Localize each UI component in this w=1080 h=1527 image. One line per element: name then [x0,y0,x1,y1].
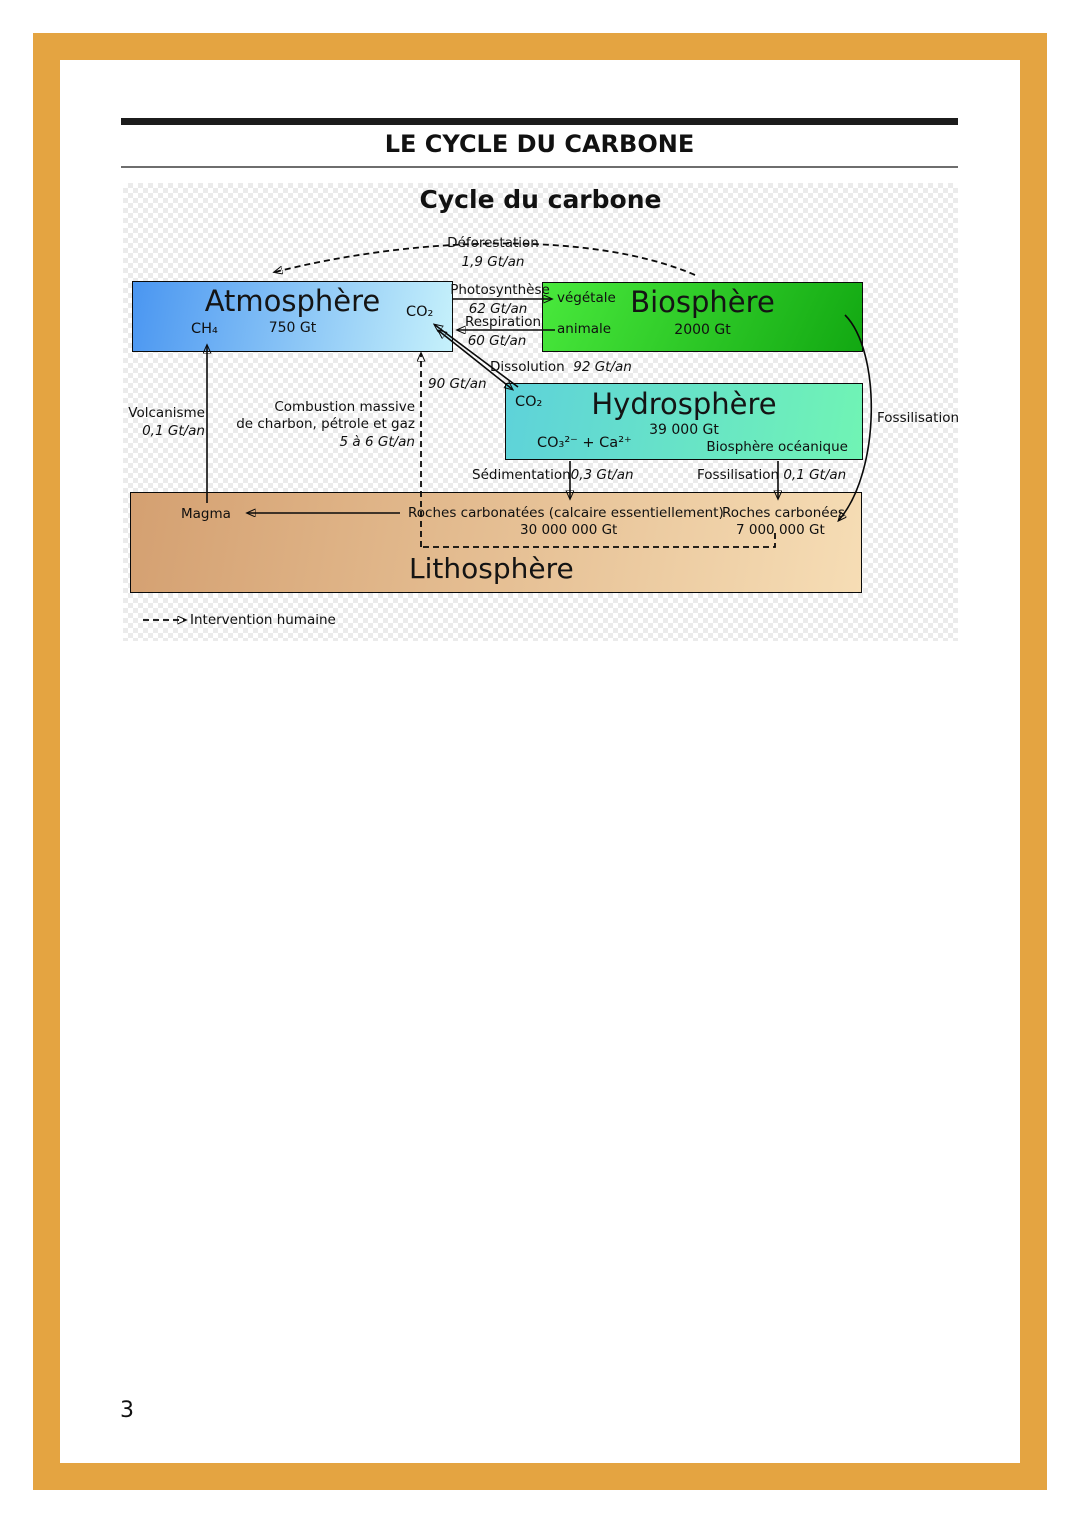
dissolution-value: 92 Gt/an [573,359,632,375]
ocean-fossilization-value: 0,1 Gt/an [783,467,847,483]
deforestation-label: Déforestation [447,235,539,251]
carbonate-rocks-label: Roches carbonatées (calcaire essentiellement) [408,505,724,521]
page-number: 3 [120,1398,134,1423]
biosphere-fossilization-arrow [839,315,871,520]
header-rule-thick [121,118,958,125]
biosphere-fossilization-label: Fossilisation [877,410,960,426]
biosphere-vegetal-label: végétale [557,290,616,306]
dissolution-label: Dissolution [490,359,565,375]
hydrosphere-ions-label: CO₃²⁻ + Ca²⁺ [537,435,632,451]
diagram-title: Cycle du carbone [419,185,662,214]
respiration-value: 60 Gt/an [467,333,527,349]
combustion-value: 5 à 6 Gt/an [339,434,415,450]
carbon-cycle-diagram [123,183,958,641]
lithosphere-title: Lithosphère [409,552,574,585]
biosphere-stock: 2000 Gt [674,322,731,338]
combustion-label-line2: de charbon, pétrole et gaz [236,416,415,432]
photosynthesis-label: Photosynthèse [450,282,550,298]
ocean-biosphere-label: Biosphère océanique [706,439,848,455]
respiration-label: Respiration [464,314,542,330]
biosphere-title: Biosphère [630,285,775,319]
atmosphere-co2-label: CO₂ [406,304,434,320]
page-title: LE CYCLE DU CARBONE [384,130,695,158]
carbon-rocks-label: Roches carbonées [722,505,845,521]
combustion-label-line1: Combustion massive [274,399,415,415]
ocean-fossilization-flux [697,467,846,483]
dissolution-flux [490,359,632,375]
header-rule-thin [121,166,958,168]
deforestation-value: 1,9 Gt/an [461,254,525,270]
sedimentation-value: 0,3 Gt/an [570,467,634,483]
carbonate-rocks-stock: 30 000 000 Gt [520,522,618,538]
biosphere-animal-label: animale [557,321,612,337]
atmosphere-title: Atmosphère [204,284,381,318]
sedimentation-flux [472,467,634,483]
degassing-value: 90 Gt/an [428,376,487,392]
hydrosphere-title: Hydrosphère [591,387,777,421]
legend-human-intervention-label: Intervention humaine [190,612,336,628]
atmosphere-ch4-label: CH₄ [191,321,218,337]
combustion-path-from-rocks [421,533,775,547]
volcanism-value: 0,1 Gt/an [142,423,205,439]
sedimentation-label: Sédimentation [472,467,571,483]
carbon-rocks-stock: 7 000 000 Gt [736,522,825,538]
photosynthesis-value: 62 Gt/an [468,301,528,317]
volcanism-label: Volcanisme [128,405,205,421]
hydrosphere-co2-label: CO₂ [515,394,543,410]
ocean-fossilization-label: Fossilisation [697,467,780,483]
hydrosphere-stock: 39 000 Gt [649,422,719,438]
magma-label: Magma [181,506,231,522]
atmosphere-stock: 750 Gt [268,320,317,336]
